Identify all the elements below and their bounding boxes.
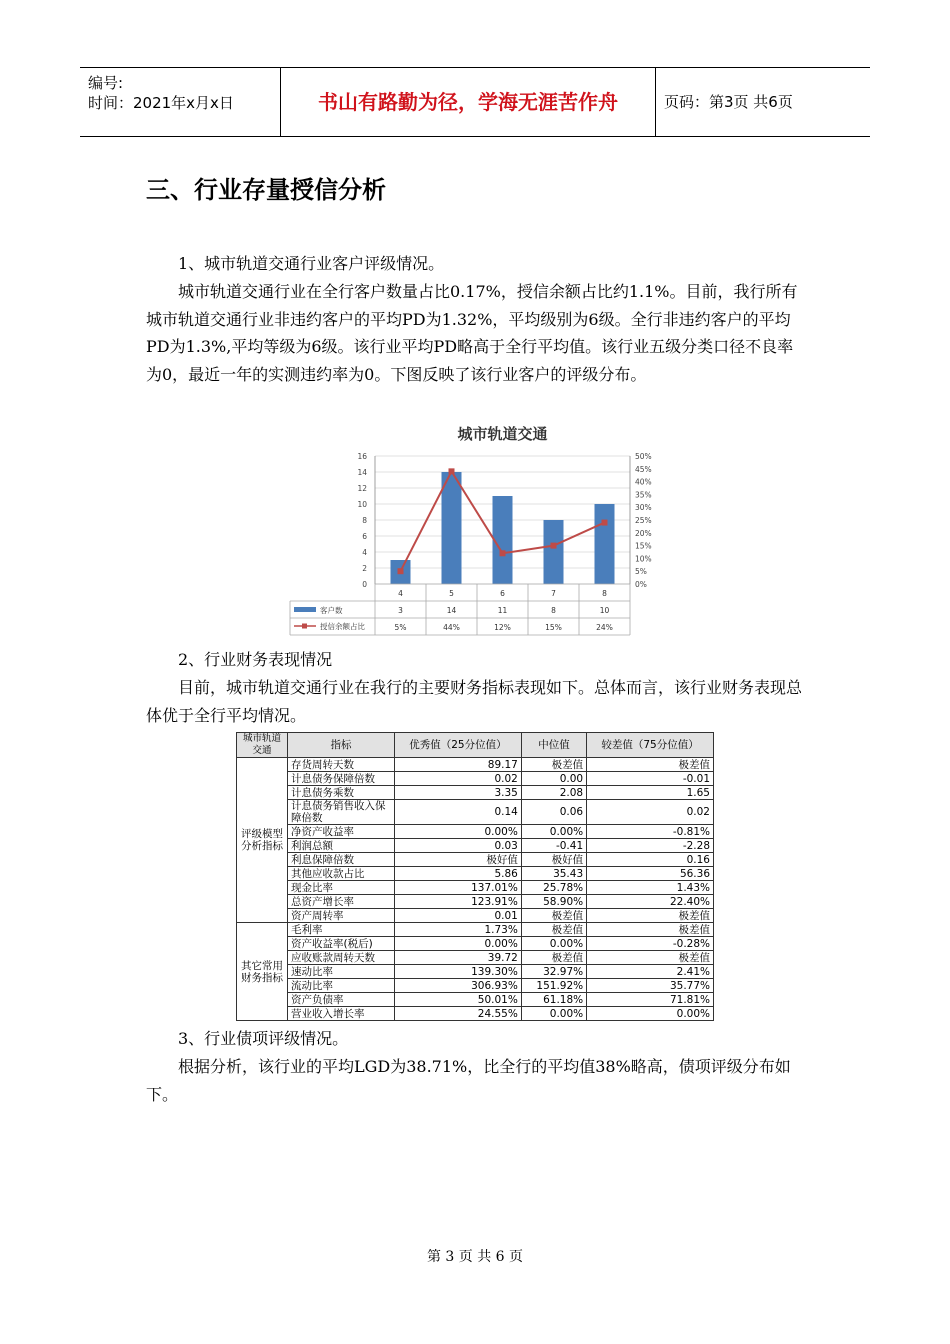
paragraph-2-body: 目前，城市轨道交通行业在我行的主要财务指标表现如下。总体而言，该行业财务表现总体优于全行平均情况。 — [146, 678, 803, 725]
indicator-name: 其他应收款占比 — [288, 867, 395, 881]
table-row — [237, 993, 714, 1007]
indicator-name: 利润总额 — [288, 839, 395, 853]
table-row — [237, 758, 714, 772]
table-value-bar: 8 — [551, 606, 556, 615]
indicator-value: 极差值 — [587, 951, 714, 965]
y-tick-label-left: 12 — [357, 484, 367, 493]
line-point — [449, 468, 455, 474]
indicator-value: 25.78% — [521, 881, 586, 895]
indicator-name: 现金比率 — [288, 881, 395, 895]
indicator-name: 资产负债率 — [288, 993, 395, 1007]
indicator-name: 总资产增长率 — [288, 895, 395, 909]
legend-label-line: 授信余额占比 — [320, 622, 365, 631]
legend-label-bars: 客户数 — [320, 606, 343, 615]
table-value-bar: 3 — [398, 606, 403, 615]
table-row — [237, 979, 714, 993]
indicator-value: 5.86 — [395, 867, 522, 881]
group-label: 其它常用 财务指标 — [237, 923, 288, 1021]
paragraph-1-body: 城市轨道交通行业在全行客户数量占比0.17%，授信余额占比约1.1%。目前，我行所有城市轨道交通行业非违约客户的平均PD为1.32%，平均级别为6级。全行非违约客户的平均PD为1.3%,平均等级为6级。该行业平均PD略高于全行平均值。该行业五级分类口径不良率为0，最近一年的实测违约率为0。下图反映了该行业客户的评级分布。 — [146, 282, 798, 384]
chart-title: 城市轨道交通 — [457, 425, 548, 443]
paragraph-3-heading: 3、行业债项评级情况。 — [178, 1029, 349, 1048]
line-point — [398, 568, 404, 574]
number-label: 编号: — [88, 74, 124, 92]
indicator-value: 56.36 — [587, 867, 714, 881]
table-row — [237, 867, 714, 881]
indicator-name: 营业收入增长率 — [288, 1007, 395, 1021]
indicator-value: -0.41 — [521, 839, 586, 853]
indicator-name: 速动比率 — [288, 965, 395, 979]
line-point — [551, 543, 557, 549]
y-tick-label-right: 5% — [635, 567, 647, 577]
indicator-name: 流动比率 — [288, 979, 395, 993]
table-value-bar: 10 — [599, 606, 610, 615]
rating-distribution-chart — [285, 418, 670, 638]
indicator-value: 61.18% — [521, 993, 586, 1007]
indicator-name: 应收账款周转天数 — [288, 951, 395, 965]
table-row — [237, 772, 714, 786]
indicator-value: 极好值 — [521, 853, 586, 867]
table-row — [237, 937, 714, 951]
indicator-value: 极差值 — [587, 909, 714, 923]
y-tick-label-left: 10 — [357, 500, 367, 509]
indicator-value: 极差值 — [521, 909, 586, 923]
indicator-value: 0.06 — [521, 800, 586, 825]
y-tick-label-left: 14 — [357, 468, 367, 477]
paragraph-2-heading: 2、行业财务表现情况 — [178, 650, 333, 669]
indicator-value: 0.14 — [395, 800, 522, 825]
table-row — [237, 839, 714, 853]
indicator-name: 毛利率 — [288, 923, 395, 937]
line-point — [602, 520, 608, 526]
table-row — [237, 1007, 714, 1021]
indicator-value: 0.02 — [587, 800, 714, 825]
indicator-value: 32.97% — [521, 965, 586, 979]
header-meta — [80, 68, 281, 136]
bar — [595, 504, 615, 584]
indicator-value: 2.41% — [587, 965, 714, 979]
section-title: 三、行业存量授信分析 — [146, 176, 386, 204]
y-tick-label-left: 4 — [362, 548, 367, 557]
y-tick-label-right: 45% — [635, 464, 652, 474]
table-row — [237, 909, 714, 923]
indicator-value: 3.35 — [395, 786, 522, 800]
indicator-name: 利息保障倍数 — [288, 853, 395, 867]
indicator-value: 50.01% — [395, 993, 522, 1007]
indicator-name: 资产收益率(税后) — [288, 937, 395, 951]
y-tick-label-right: 0% — [635, 580, 647, 589]
y-tick-label-left: 16 — [357, 452, 367, 461]
table-value-line: 5% — [394, 623, 407, 632]
indicator-value: 极差值 — [521, 758, 586, 772]
paragraph-1-heading: 1、城市轨道交通行业客户评级情况。 — [178, 254, 445, 273]
table-row — [237, 965, 714, 979]
y-tick-label-right: 20% — [635, 528, 652, 538]
legend-key-bars — [294, 607, 316, 612]
indicator-name: 资产周转率 — [288, 909, 395, 923]
y-tick-label-right: 25% — [635, 516, 652, 525]
financial-indicator-table — [236, 732, 714, 1021]
indicator-value: 24.55% — [395, 1007, 522, 1021]
indicator-value: 0.00% — [395, 825, 522, 839]
x-tick-label: 8 — [602, 589, 607, 598]
header-cell: 优秀值（25分位值） — [395, 733, 522, 758]
indicator-value: 306.93% — [395, 979, 522, 993]
table-row — [237, 786, 714, 800]
table-row — [237, 825, 714, 839]
header-cell: 城市轨道交通 — [237, 733, 288, 758]
indicator-value: -2.28 — [587, 839, 714, 853]
indicator-value: 137.01% — [395, 881, 522, 895]
indicator-value: -0.01 — [587, 772, 714, 786]
indicator-value: 极差值 — [587, 758, 714, 772]
table-row — [237, 881, 714, 895]
x-tick-label: 7 — [551, 589, 556, 598]
x-tick-label: 4 — [398, 589, 403, 598]
table-value-line: 24% — [596, 623, 613, 632]
indicator-value: 0.00% — [587, 1007, 714, 1021]
indicator-value: 58.90% — [521, 895, 586, 909]
paragraph-3-body: 根据分析，该行业的平均LGD为38.71%，比全行的平均值38%略高，债项评级分布如下。 — [146, 1057, 791, 1104]
indicator-value: 1.73% — [395, 923, 522, 937]
bar — [544, 520, 564, 584]
y-tick-label-right: 15% — [635, 541, 652, 551]
indicator-name: 存货周转天数 — [288, 758, 395, 772]
indicator-name: 计息债务保障倍数 — [288, 772, 395, 786]
indicator-value: 71.81% — [587, 993, 714, 1007]
indicator-value: 139.30% — [395, 965, 522, 979]
table-row — [237, 923, 714, 937]
indicator-value: 极差值 — [521, 923, 586, 937]
y-tick-label-left: 2 — [362, 564, 367, 573]
table-row — [237, 853, 714, 867]
indicator-value: 39.72 — [395, 951, 522, 965]
indicator-value: 0.02 — [395, 772, 522, 786]
indicator-value: 0.00% — [521, 1007, 586, 1021]
indicator-value: 0.01 — [395, 909, 522, 923]
header-cell: 较差值（75分位值） — [587, 733, 714, 758]
indicator-value: 35.43 — [521, 867, 586, 881]
header-cell: 指标 — [288, 733, 395, 758]
indicator-name: 计息债务销售收入保障倍数 — [288, 800, 395, 825]
x-tick-label: 5 — [449, 589, 454, 598]
indicator-value: 1.43% — [587, 881, 714, 895]
x-tick-label: 6 — [500, 589, 505, 598]
line-point — [500, 550, 506, 556]
page-footer: 第 3 页 共 6 页 — [426, 1249, 524, 1265]
header-page-info: 页码：第3页 共6页 — [664, 93, 793, 111]
indicator-value: 0.03 — [395, 839, 522, 853]
indicator-value: 0.00% — [521, 937, 586, 951]
indicator-value: 89.17 — [395, 758, 522, 772]
y-tick-label-left: 0 — [362, 580, 367, 589]
y-tick-label-right: 10% — [635, 554, 652, 564]
indicator-value: 22.40% — [587, 895, 714, 909]
indicator-name: 净资产收益率 — [288, 825, 395, 839]
indicator-value: 极差值 — [521, 951, 586, 965]
indicator-value: 0.00% — [521, 825, 586, 839]
y-tick-label-right: 40% — [635, 477, 652, 487]
y-tick-label-left: 8 — [362, 516, 367, 525]
y-tick-label-left: 6 — [362, 532, 367, 541]
y-tick-label-right: 35% — [635, 490, 652, 500]
indicator-name: 计息债务乘数 — [288, 786, 395, 800]
time-label: 时间：2021年x月x日 — [88, 94, 234, 112]
table-row — [237, 895, 714, 909]
y-tick-label-right: 30% — [635, 503, 652, 513]
table-value-line: 12% — [494, 623, 511, 632]
table-value-line: 44% — [443, 623, 460, 632]
y-tick-label-right: 50% — [635, 452, 652, 461]
page-header — [80, 67, 870, 137]
table-row — [237, 800, 714, 825]
bar — [442, 472, 462, 584]
indicator-value: 151.92% — [521, 979, 586, 993]
indicator-value: 极好值 — [395, 853, 522, 867]
header-cell: 中位值 — [521, 733, 586, 758]
header-motto: 书山有路勤为径，学海无涯苦作舟 — [281, 68, 656, 136]
indicator-value: -0.28% — [587, 937, 714, 951]
indicator-value: 0.16 — [587, 853, 714, 867]
indicator-value: 0.00% — [395, 937, 522, 951]
table-body — [237, 758, 714, 1021]
indicator-value: 极差值 — [587, 923, 714, 937]
table-value-bar: 11 — [497, 606, 508, 615]
indicator-value: 0.00 — [521, 772, 586, 786]
legend-key-marker — [302, 624, 307, 629]
indicator-value: -0.81% — [587, 825, 714, 839]
table-value-line: 15% — [545, 623, 562, 632]
indicator-value: 2.08 — [521, 786, 586, 800]
indicator-value: 1.65 — [587, 786, 714, 800]
bar — [493, 496, 513, 584]
table-value-bar: 14 — [446, 606, 457, 615]
table-row — [237, 951, 714, 965]
indicator-value: 123.91% — [395, 895, 522, 909]
table-header-row — [237, 733, 714, 758]
group-label: 评级模型 分析指标 — [237, 758, 288, 923]
indicator-value: 35.77% — [587, 979, 714, 993]
